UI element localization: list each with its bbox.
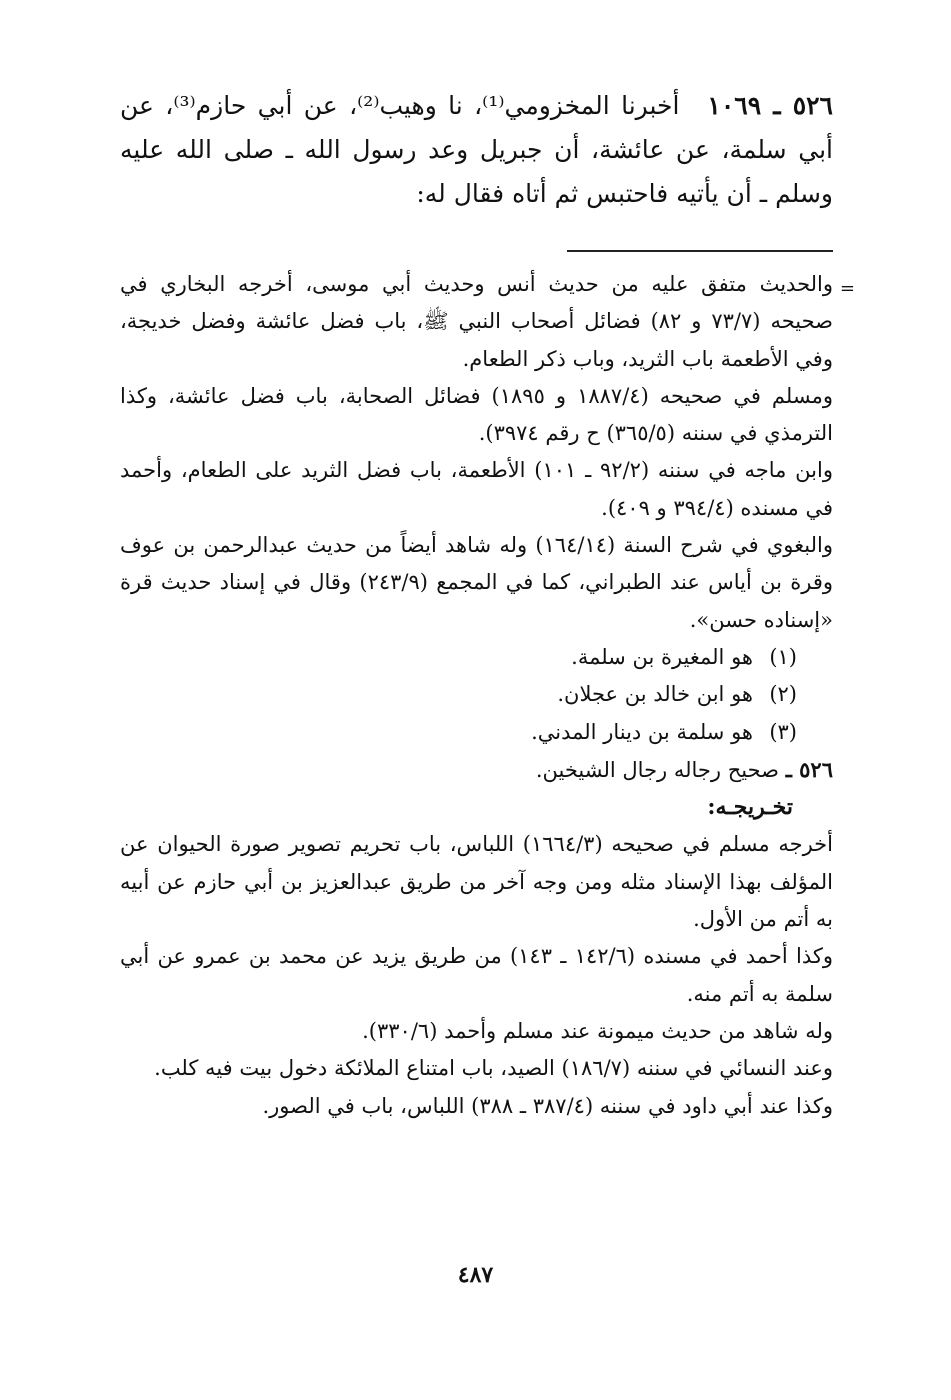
takhrij-paragraph: وعند النسائي في سننه (١٨٦/٧) الصيد، باب امتناع الملائكة دخول بيت فيه كلب. <box>154 1056 833 1081</box>
footnotes <box>120 266 855 1125</box>
page-number: ٤٨٧ <box>457 1262 494 1288</box>
takhrij-heading: تخـريجـه: <box>707 794 793 821</box>
hadith-body: أخبرنا المخزومي⁽¹⁾، نا وهيب⁽²⁾، عن أبي حازم⁽³⁾، عن أبي سلمة، عن عائشة، أن جبريل وعد رسول الله ـ صلى الله عليه وسلم ـ أن يأتيه فاحتبس ثم أتاه فقال له: <box>120 91 833 208</box>
continuation-mark: = <box>839 278 855 299</box>
footnote-paragraph: والبغوي في شرح السنة (١٦٤/١٤) وله شاهد أيضاً من حديث عبدالرحمن بن عوف وقرة بن أياس عند الطبراني، كما في المجمع (٢٤٣/٩) وقال في إسناد حديث قرة «إسناده حسن». <box>120 533 834 632</box>
footnote-text: هو سلمة بن دينار المدني. <box>531 719 753 744</box>
takhrij-paragraph: أخرجه مسلم في صحيحه (١٦٦٤/٣) اللباس، باب تحريم تصوير صورة الحيوان عن المؤلف بهذا الإسناد مثله ومن وجه آخر من طريق عبدالعزيز بن أبي حازم عن أبيه به أتم من الأول. <box>120 832 833 932</box>
main-hadith-text <box>120 84 833 216</box>
hadith-grading-text: صحيح رجاله رجال الشيخين. <box>535 757 779 782</box>
footnote-1 <box>120 639 833 676</box>
hadith-number: ٥٢٦ ـ ١٠٦٩ <box>707 91 833 120</box>
takhrij-paragraph: وكذا عند أبي داود في سننه (٣٨٧/٤ ـ ٣٨٨) اللباس، باب في الصور. <box>262 1093 833 1118</box>
footnote-paragraph: والحديث متفق عليه من حديث أنس وحديث أبي موسى، أخرجه البخاري في صحيحه (٧٣/٧ و ٨٢) فضائل أصحاب النبي ﷺ، باب فضل عائشة وفضل خديجة، وفي الأطعمة باب الثريد، وباب ذكر الطعام. <box>120 272 833 371</box>
hadith-grading <box>120 751 833 789</box>
footnote-separator <box>567 250 833 252</box>
footnote-text: هو المغيرة بن سلمة. <box>571 644 753 669</box>
footnote-number: (١) <box>769 644 797 669</box>
footnote-paragraph: وابن ماجه في سننه (٩٢/٢ ـ ١٠١) الأطعمة، باب فضل الثريد على الطعام، وأحمد في مسنده (٣٩٤/٤ و ٤٠٩). <box>120 458 833 520</box>
takhrij-paragraph: وكذا أحمد في مسنده (١٤٢/٦ ـ ١٤٣) من طريق يزيد عن محمد بن عمرو عن أبي سلمة به أتم منه. <box>120 944 833 1006</box>
hadith-grading-number: ٥٢٦ ـ <box>785 756 833 782</box>
footnote-2 <box>120 676 833 713</box>
footnote-paragraph: ومسلم في صحيحه (١٨٨٧/٤ و ١٨٩٥) فضائل الصحابة، باب فضل عائشة، وكذا الترمذي في سننه (٣٦٥/٥) ح رقم ٣٩٧٤). <box>120 383 833 446</box>
footnote-3 <box>120 714 833 751</box>
footnote-number: (٣) <box>769 719 797 744</box>
footnote-number: (٢) <box>769 682 797 707</box>
takhrij-paragraph: وله شاهد من حديث ميمونة عند مسلم وأحمد (٣٣٠/٦). <box>362 1018 833 1043</box>
footnote-text: هو ابن خالد بن عجلان. <box>557 682 753 707</box>
